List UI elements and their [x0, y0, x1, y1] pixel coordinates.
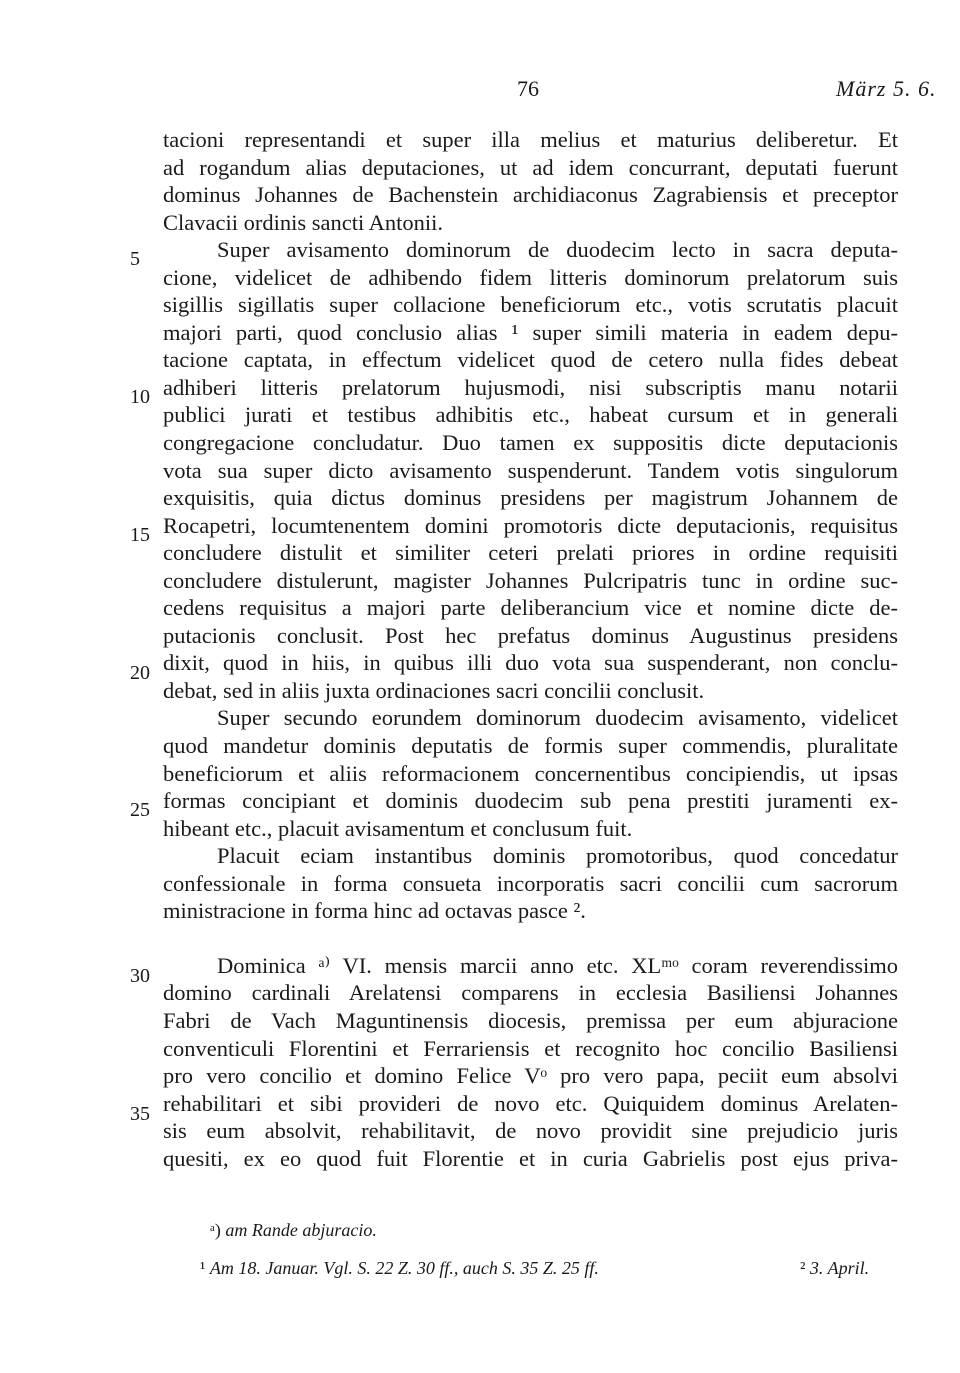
text-line: Super secundo eorundem dominorum duodecim avisamento, videlicet: [217, 705, 898, 731]
text-line: hibeant etc., placuit avisamentum et conclusum fuit.: [163, 815, 633, 841]
footnote-text: Am 18. Januar. Vgl. S. 22 Z. 30 ff., auch S. 35 Z. 25 ff.: [209, 1258, 599, 1278]
footnote-marker: ¹: [200, 1258, 206, 1278]
text-line: Dominica ᵃ⁾ VI. mensis marcii anno etc. XLᵐᵒ coram reverendissimo: [217, 952, 898, 978]
text-line: majori parti, quod conclusio alias ¹ super simili materia in eadem depu-: [163, 319, 898, 345]
text-line: Clavacii ordinis sancti Antonii.: [163, 209, 443, 235]
text-line: cione, videlicet de adhibendo fidem litteris dominorum prelatorum suis: [163, 264, 898, 290]
text-line: adhiberi litteris prelatorum hujusmodi, nisi subscriptis manu notarii: [163, 374, 898, 400]
text-line: beneficiorum et aliis reformacionem concernentibus concipiendis, ut ipsas: [163, 760, 898, 786]
footnote-a: [210, 1218, 910, 1256]
footnote-2: [800, 1256, 869, 1280]
text-line: ad rogandum alias deputaciones, ut ad idem concurrant, deputati fuerunt: [163, 154, 898, 180]
text-line: quod mandetur dominis deputatis de formis super commendis, pluralitate: [163, 733, 898, 759]
text-line: conventiculi Florentini et Ferrariensis et recognito hoc concilio Basiliensi: [163, 1035, 898, 1061]
text-line: tacione captata, in effectum videlicet quod de cetero nulla fides debeat: [163, 347, 898, 373]
page-number: 76: [517, 76, 539, 101]
footnote-1: [200, 1256, 599, 1280]
text-line: rehabilitari et sibi provideri de novo etc. Quiquidem dominus Arelaten-: [163, 1090, 898, 1116]
text-line: publici jurati et testibus adhibitis etc., habeat cursum et in generali: [163, 402, 898, 428]
text-line: Placuit eciam instantibus dominis promotoribus, quod concedatur: [217, 843, 898, 869]
text-line: concludere distulit et similiter ceteri prelati priores in ordine requisiti: [163, 540, 898, 566]
running-date: März 5. 6.: [836, 76, 937, 101]
footnotes: [200, 1218, 910, 1286]
footnote-row: [200, 1256, 910, 1286]
footnote-marker: ²: [800, 1258, 806, 1278]
text-line: ministracione in forma hinc ad octavas pasce ².: [163, 898, 586, 924]
text-line: vota sua super dicto avisamento suspenderunt. Tandem votis singulorum: [163, 457, 898, 483]
section-gap: [163, 925, 898, 952]
text-line: quesiti, ex eo quod fuit Florentie et in curia Gabrielis post ejus priva-: [163, 1145, 898, 1171]
line-number: 5: [130, 248, 140, 270]
line-number: 15: [130, 524, 150, 546]
line-number: 20: [130, 662, 150, 684]
footnote-marker: ᵃ): [210, 1220, 221, 1240]
line-number: 25: [130, 799, 150, 821]
text-line: domino cardinali Arelatensi comparens in ecclesia Basiliensi Johannes: [163, 980, 898, 1006]
text-line: Fabri de Vach Maguntinensis diocesis, premissa per eum abjuracione: [163, 1007, 898, 1033]
text-line: congregacione concludatur. Duo tamen ex suppositis dicte deputacionis: [163, 430, 898, 456]
text-line: confessionale in forma consueta incorporatis sacri concilii cum sacrorum: [163, 870, 898, 896]
text-line: Super avisamento dominorum de duodecim lecto in sacra deputa-: [217, 237, 898, 263]
text-line: pro vero concilio et domino Felice Vᵒ pro vero papa, peciit eum absolvi: [163, 1063, 898, 1089]
text-line: concludere distulerunt, magister Johannes Pulcripatris tunc in ordine suc-: [163, 567, 898, 593]
text-line: debat, sed in aliis juxta ordinaciones sacri concilii conclusit.: [163, 677, 705, 703]
text-line: sis eum absolvit, rehabilitavit, de novo providit sine prejudicio juris: [163, 1118, 898, 1144]
text-line: formas concipiant et dominis duodecim sub pena prestiti juramenti ex-: [163, 788, 898, 814]
main-text: [163, 126, 898, 1172]
text-line: putacionis conclusit. Post hec prefatus dominus Augustinus presidens: [163, 622, 898, 648]
text-line: Rocapetri, locumtenentem domini promotoris dicte deputacionis, requisitus: [163, 512, 898, 538]
line-number: 35: [130, 1103, 150, 1125]
footnote-text: 3. April.: [809, 1258, 870, 1278]
text-line: cedens requisitus a majori parte deliberancium vice et nomine dicte de-: [163, 595, 898, 621]
text-line: tacioni representandi et super illa melius et maturius deliberetur. Et: [163, 127, 898, 152]
text-line: exquisitis, quia dictus dominus presidens per magistrum Johannem de: [163, 485, 898, 511]
line-number: 30: [130, 965, 150, 987]
line-number: 10: [130, 386, 150, 408]
text-line: sigillis sigillatis super collacione beneficiorum etc., votis scrutatis placuit: [163, 292, 898, 318]
text-line: dominus Johannes de Bachenstein archidiaconus Zagrabiensis et preceptor: [163, 182, 898, 208]
text-line: dixit, quod in hiis, in quibus illi duo vota sua suspenderant, non conclu-: [163, 650, 898, 676]
footnote-text: am Rande abjuracio.: [225, 1220, 377, 1240]
